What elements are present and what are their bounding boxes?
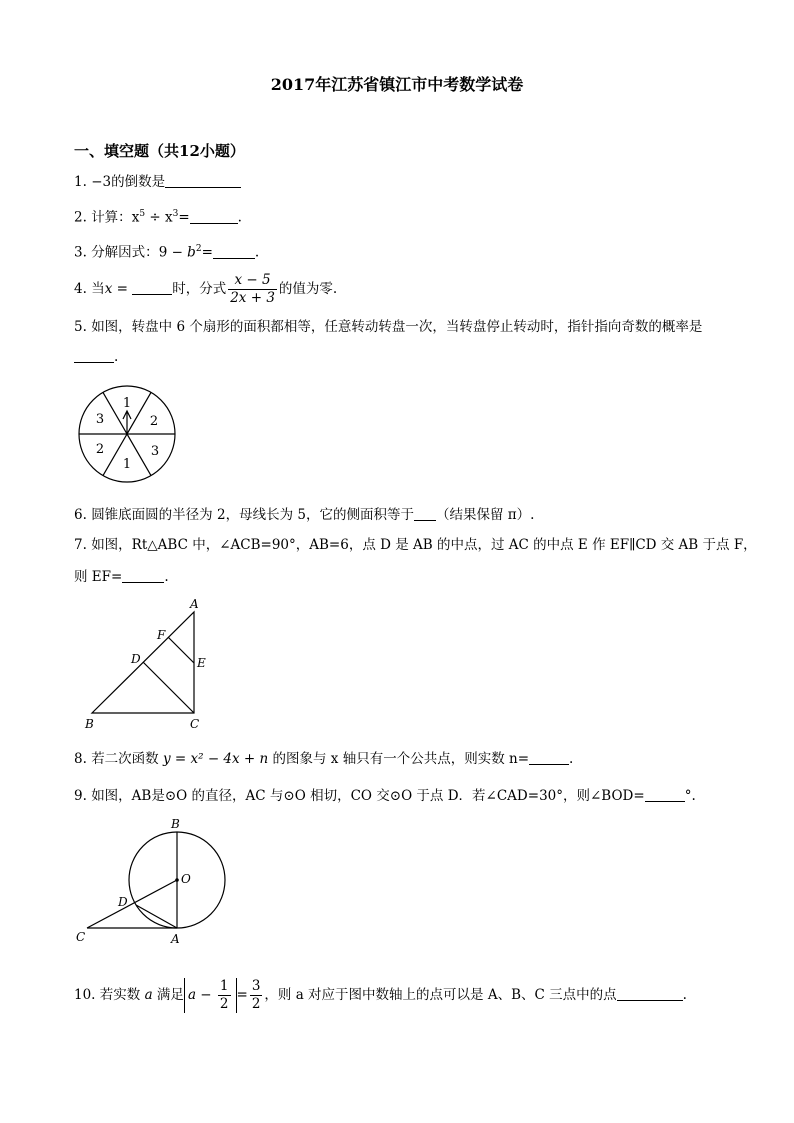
spinner-wheel-figure xyxy=(70,380,190,490)
sector-label: 3 xyxy=(95,412,105,427)
numerator: 1 xyxy=(219,978,229,994)
question-5 xyxy=(74,318,702,336)
period: . xyxy=(682,987,687,1003)
question-3 xyxy=(74,240,259,262)
question-number: 2. xyxy=(74,209,87,226)
circle-figure xyxy=(70,815,240,950)
question-7-line2 xyxy=(74,568,169,586)
sector-label: 1 xyxy=(122,396,132,411)
question-text: 当 xyxy=(91,281,105,297)
question-1 xyxy=(74,173,241,191)
segment-cd xyxy=(143,662,194,713)
answer-blank[interactable] xyxy=(122,568,164,583)
fraction xyxy=(250,978,263,1013)
equals: = xyxy=(178,209,190,226)
exponent: 5 xyxy=(139,209,146,219)
sector-label: 3 xyxy=(150,444,160,459)
segment-ef xyxy=(168,637,194,663)
question-text: （结果保留 π）. xyxy=(435,507,535,523)
answer-blank[interactable] xyxy=(414,506,436,521)
question-9 xyxy=(74,787,696,805)
math-expr: 9 − xyxy=(158,244,188,261)
point-label-c: C xyxy=(76,930,86,944)
question-text: 若二次函数 xyxy=(91,751,163,767)
fraction xyxy=(228,272,277,307)
period: . xyxy=(254,244,260,261)
question-number: 10. xyxy=(74,987,96,1003)
question-text: 满足 xyxy=(152,987,184,1003)
answer-blank[interactable] xyxy=(213,244,255,259)
question-number: 7. xyxy=(74,537,87,553)
math-var: x xyxy=(164,209,173,226)
absolute-value xyxy=(184,978,237,1013)
question-text: 分解因式： xyxy=(91,244,159,261)
period: . xyxy=(237,209,242,226)
denominator: 2x + 3 xyxy=(230,290,275,306)
numerator: 3 xyxy=(251,978,261,994)
sector-label: 2 xyxy=(149,414,159,429)
point-label-o: O xyxy=(181,872,191,886)
operator: − xyxy=(196,987,216,1003)
point-label-b: B xyxy=(85,717,94,731)
question-2 xyxy=(74,205,242,227)
equals: = xyxy=(236,987,248,1003)
question-text: 时，分式 xyxy=(172,281,227,297)
question-6 xyxy=(74,506,534,524)
fraction xyxy=(218,978,231,1013)
question-7 xyxy=(74,536,757,554)
question-text: 如图，转盘中 6 个扇形的面积都相等，任意转动转盘一次，当转盘停止转动时，指针指向奇数的概率是 xyxy=(91,319,703,335)
page-title: 2017年江苏省镇江市中考数学试卷 xyxy=(270,75,524,94)
question-text: ，则 a 对应于图中数轴上的点可以是 A、B、C 三点中的点 xyxy=(264,987,617,1003)
question-number: 5. xyxy=(74,319,87,335)
question-text: 的图象与 x 轴只有一个公共点，则实数 n= xyxy=(268,751,530,767)
answer-blank[interactable] xyxy=(529,750,569,765)
numerator: x − 5 xyxy=(228,272,277,290)
point-label-d: D xyxy=(131,652,141,666)
math-var: a xyxy=(187,987,196,1003)
question-text: −3的倒数是 xyxy=(91,174,166,190)
sector-label: 2 xyxy=(95,442,105,457)
question-text: 如图，AB是⊙O 的直径，AC 与⊙O 相切，CO 交⊙O 于点 D．若∠CAD=30°，则∠BOD= xyxy=(91,788,645,804)
equals: = xyxy=(201,244,213,261)
point-label-d: D xyxy=(118,895,128,909)
answer-blank[interactable] xyxy=(165,173,241,188)
section-heading: 一、填空题（共12小题） xyxy=(74,142,245,160)
answer-blank[interactable] xyxy=(132,280,172,295)
point-label-c: C xyxy=(190,717,200,731)
equals: = xyxy=(112,281,133,297)
center-dot xyxy=(175,878,179,882)
question-number: 3. xyxy=(74,244,87,261)
question-number: 9. xyxy=(74,788,87,804)
question-number: 4. xyxy=(74,281,87,297)
question-8 xyxy=(74,750,573,768)
function-expr: y = x² − 4x + n xyxy=(162,751,269,767)
denominator: 2 xyxy=(251,996,261,1012)
exponent: 3 xyxy=(172,209,179,219)
point-label-b: B xyxy=(171,817,180,831)
question-text: 若实数 xyxy=(99,987,145,1003)
question-5-line2 xyxy=(74,348,118,366)
question-number: 8. xyxy=(74,751,87,767)
exponent: 2 xyxy=(195,244,202,254)
sector-label: 1 xyxy=(122,457,132,472)
point-label-a: A xyxy=(171,932,180,946)
triangle-figure xyxy=(80,595,220,735)
question-text: °. xyxy=(684,788,696,804)
denominator: 2 xyxy=(219,996,229,1012)
question-number: 1. xyxy=(74,174,87,190)
operator: ÷ xyxy=(149,209,161,226)
math-var: x xyxy=(131,209,140,226)
answer-blank[interactable] xyxy=(74,348,114,363)
question-text: 如图，Rt△ABC 中，∠ACB=90°，AB=6，点 D 是 AB 的中点，过 AC 的中点 E 作 EF∥CD 交 AB 于点 F， xyxy=(91,537,757,553)
question-number: 6. xyxy=(74,507,87,523)
answer-blank[interactable] xyxy=(617,986,683,1001)
math-var: a xyxy=(144,987,153,1003)
math-var: b xyxy=(187,244,196,261)
segment-ad xyxy=(136,905,177,928)
question-text: 圆锥底面圆的半径为 2，母线长为 5，它的侧面积等于 xyxy=(91,507,414,523)
question-10 xyxy=(74,978,687,1013)
point-label-e: E xyxy=(197,656,206,670)
period: . xyxy=(569,751,574,767)
question-text: 的值为零. xyxy=(278,281,338,297)
answer-blank[interactable] xyxy=(190,209,238,224)
question-text: 则 EF= xyxy=(74,569,123,585)
point-label-f: F xyxy=(157,628,166,642)
answer-blank[interactable] xyxy=(645,787,685,802)
question-text: 计算： xyxy=(91,209,132,226)
point-label-a: A xyxy=(190,597,199,611)
question-4 xyxy=(74,272,337,307)
math-var: x xyxy=(104,281,113,297)
period: . xyxy=(164,569,169,585)
period: . xyxy=(114,349,119,365)
